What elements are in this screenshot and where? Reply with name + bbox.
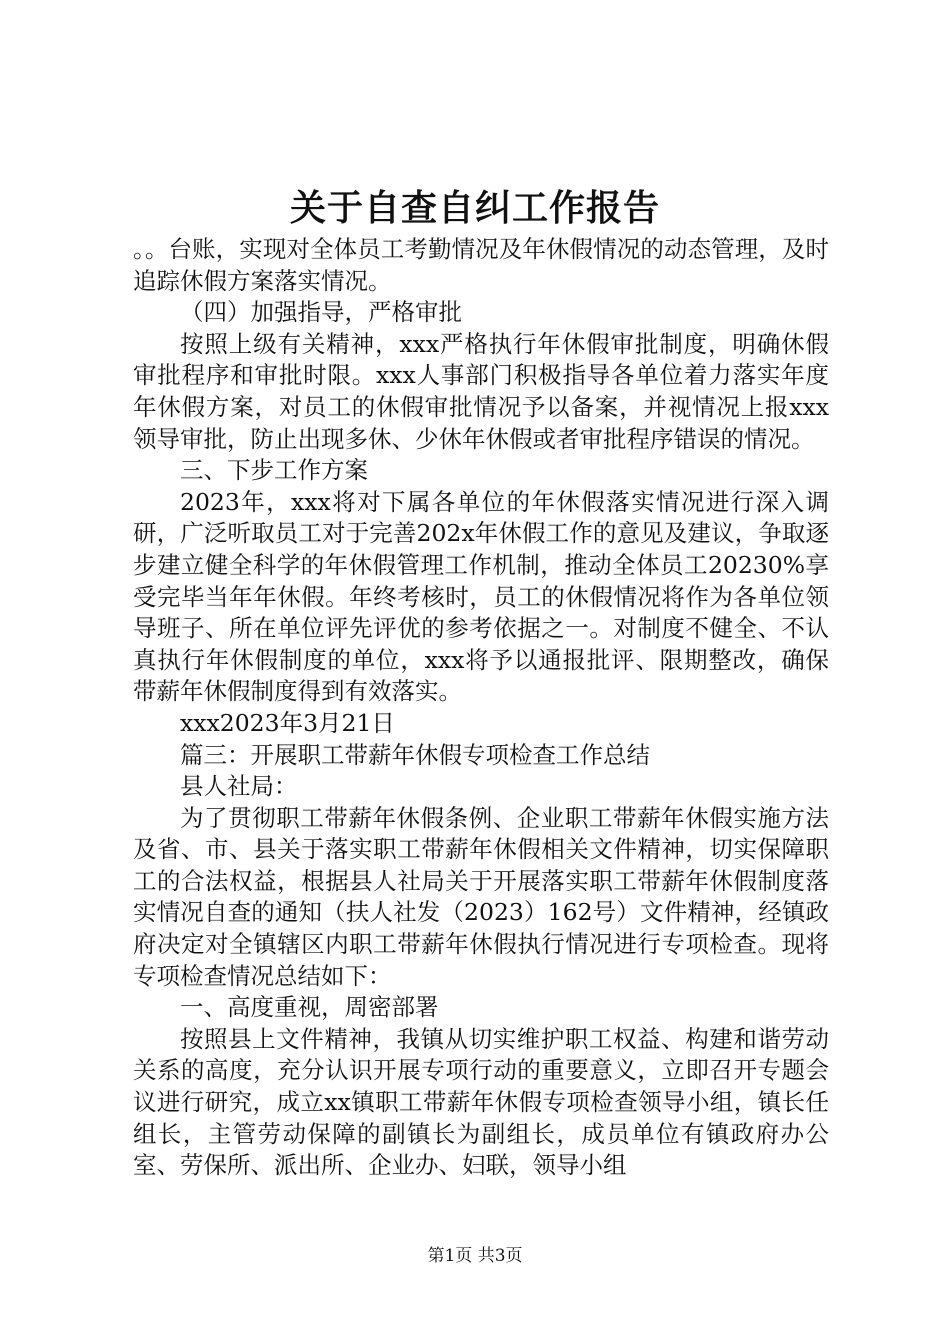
paragraph-approval: 按照上级有关精神，xxx严格执行年休假审批制度，明确休假审批程序和审批时限。xxx人事部门积极指导各单位着力落实年度年休假方案，对员工的休假审批情况予以备案，并视情况上报xxx领导审批，防止出现多休、少休年休假或者审批程序错误的情况。	[133, 329, 829, 453]
paragraph-continuation: 。。台账，实现对全体员工考勤情况及年休假情况的动态管理，及时追踪休假方案落实情况。	[133, 235, 829, 295]
paragraph-intro: 为了贯彻职工带薪年休假条例、企业职工带薪年休假实施方法及省、市、县关于落实职工带薪年休假相关文件精神，切实保障职工的合法权益，根据县人社局关于开展落实职工带薪年休假制度落实情况自查的通知（扶人社发（2023）162号）文件精神，经镇政府决定对全镇辖区内职工带薪年休假执行情况进行专项检查。现将专项检查情况总结如下：	[133, 803, 829, 990]
paragraph-plan: 2023年，xxx将对下属各单位的年休假落实情况进行深入调研，广泛听取员工对于完善202x年休假工作的意见及建议，争取逐步建立健全科学的年休假管理工作机制，推动全体员工20230%享受完毕当年年休假。年终考核时，员工的休假情况将作为各单位领导班子、所在单位评先评优的参考依据之一。对制度不健全、不认真执行年休假制度的单位，xxx将予以通报批评、限期整改，确保带薪年休假制度得到有效落实。	[133, 487, 829, 706]
page-footer: 第1页 共3页	[427, 1246, 523, 1266]
recipient-line: 县人社局：	[180, 772, 298, 801]
section-heading-next-steps: 三、下步工作方案	[180, 456, 368, 485]
part-three-heading: 篇三：开展职工带薪年休假专项检查工作总结	[180, 740, 650, 769]
document-title: 关于自查自纠工作报告	[289, 187, 660, 229]
section-heading-deployment: 一、高度重视，周密部署	[180, 993, 439, 1022]
paragraph-deployment: 按照县上文件精神，我镇从切实维护职工权益、构建和谐劳动关系的高度，充分认识开展专项行动的重要意义，立即召开专题会议进行研究，成立xx镇职工带薪年休假专项检查领导小组，镇长任组长，主管劳动保障的副镇长为副组长，成员单位有镇政府办公室、劳保所、派出所、企业办、妇联，领导小组	[133, 1024, 829, 1180]
document-body	[133, 234, 829, 1182]
signature-date: xxx2023年3月21日	[180, 708, 395, 737]
section-heading-guidance: （四）加强指导，严格审批	[180, 298, 462, 327]
